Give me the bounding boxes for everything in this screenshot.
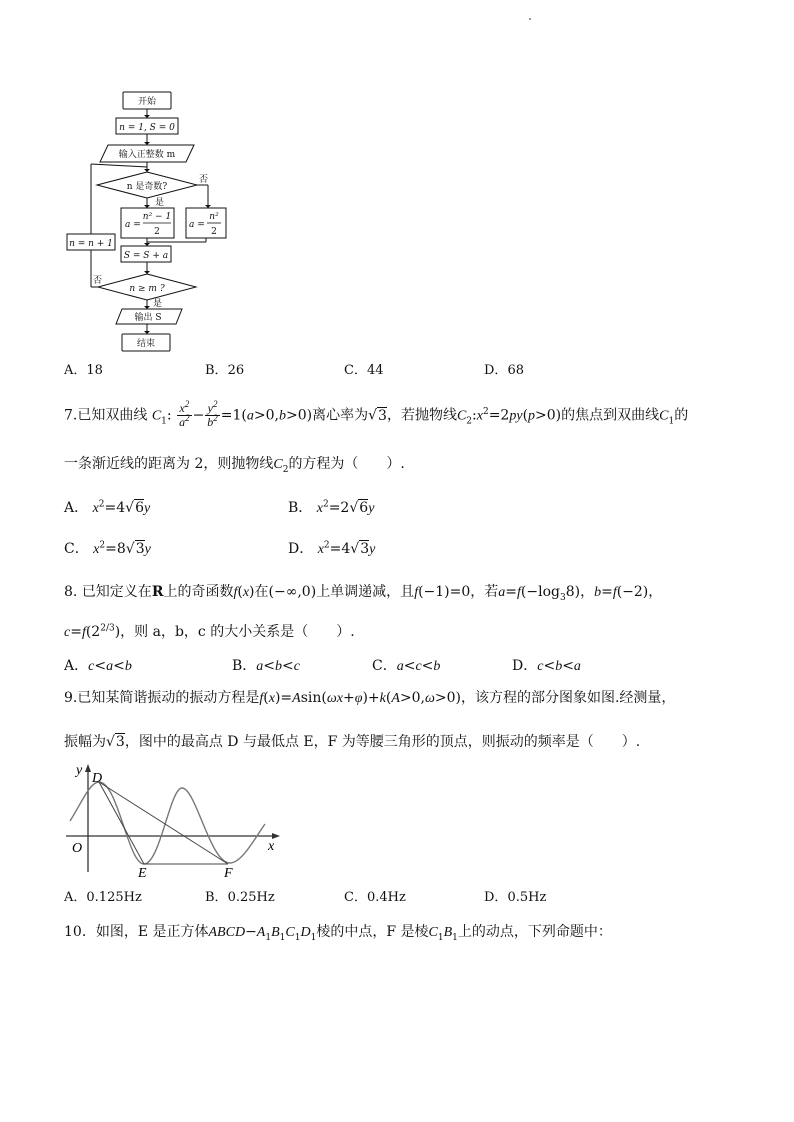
q9-line1: 9.已知某简谐振动的振动方程是f(x)=Asin(ωx+φ)+k(A>0,ω>0)，该方程的部分图象如图.经测量， (64, 690, 676, 706)
q8-option-a: A．c<a<b (64, 658, 132, 674)
graph-label-y: y (76, 763, 83, 778)
q8-line2: $c=f(2^{2/3})$，则 a，b，c 的大小关系是（ ）. (64, 623, 355, 640)
q8-line1: 8. 已知定义在R上的奇函数f(x)在(−∞,0)上单调递减，且f(−1)=0，若$a=f(-\log_38)$，b=f(−2)， (64, 584, 663, 603)
q9-option-a: A．0.125Hz (64, 890, 142, 905)
flow-even-num: n² (209, 212, 219, 222)
edge-df (99, 782, 228, 864)
flow-odd-den: 2 (154, 227, 160, 237)
flow-increment-label: n = n + 1 (69, 239, 113, 249)
q7-option-b: B． $x^2=2√6y$ (288, 499, 375, 516)
edge-de (99, 782, 144, 864)
q9-graph (60, 760, 285, 880)
flow-no1: 否 (199, 175, 209, 185)
flow-decision-end-label: n ≥ m ? (129, 284, 165, 294)
q10-line1: 10．如图，E 是正方体$ABCD-A_1B_1C_1D_1$棱的中点，F 是棱$C_1B_1$上的动点，下列命题中： (64, 924, 612, 943)
q8-option-b: B．a<b<c (232, 658, 300, 674)
flow-even-a: a = (189, 220, 205, 230)
flowchart (60, 88, 260, 358)
q6-option-d: D．68 (484, 363, 524, 378)
flow-start-label: 开始 (137, 97, 157, 107)
flow-odd-a: a = (125, 220, 141, 230)
flow-decision-odd-label: n 是奇数? (126, 182, 168, 192)
graph-label-e: E (138, 866, 147, 880)
q7-option-c: C． $x^2=8√3y$ (64, 540, 151, 557)
q9-line2: 振幅为√3，图中的最高点 D 与最低点 E，F 为等腰三角形的顶点，则振动的频率是（ ）. (64, 734, 641, 750)
sine-curve (70, 782, 265, 864)
flow-end-label: 结束 (136, 339, 156, 349)
flow-input-label: 输入正整数 m (118, 150, 176, 160)
q6-option-a: A．18 (64, 363, 103, 378)
graph-label-f: F (224, 866, 233, 880)
q7-option-d: D． $x^2=4√3y$ (288, 540, 376, 557)
flow-output-label: 输出 S (134, 313, 162, 323)
q9-option-c: C．0.4Hz (344, 890, 406, 905)
q7-line2: 一条渐近线的距离为 2，则抛物线$C_2$的方程为（ ）. (64, 456, 405, 475)
flow-init-label: n = 1, S = 0 (119, 123, 175, 133)
q7-line1: 7.已知双曲线 $C_1$: $\frac{x^2}{a^2}$ − $\frac{y^2}{b^2}$ =1(a>0,b>0)离心率为√3，若抛物线$C_2:x^2=2py(p>0)$的焦点到双曲线$C_1$的 (64, 399, 689, 429)
flow-sum-label: S = S + a (123, 251, 169, 261)
flow-yes2: 是 (153, 299, 163, 309)
q6-option-c: C．44 (344, 363, 384, 378)
flow-yes1: 是 (155, 198, 165, 208)
q9-option-d: D．0.5Hz (484, 890, 547, 905)
flow-odd-num: n² − 1 (142, 212, 172, 222)
graph-label-o: O (72, 841, 83, 856)
q8-option-c: C．a<c<b (372, 658, 441, 674)
scan-dot (529, 18, 531, 20)
flow-even-den: 2 (211, 227, 217, 237)
flow-no2: 否 (93, 276, 103, 286)
q8-option-d: D．c<b<a (512, 658, 581, 674)
graph-label-d: D (92, 771, 103, 786)
graph-label-x: x (268, 839, 275, 854)
q6-option-b: B．26 (205, 363, 245, 378)
q7-option-a: A． $x^2=4√6y$ (64, 499, 151, 516)
q9-option-b: B．0.25Hz (205, 890, 275, 905)
